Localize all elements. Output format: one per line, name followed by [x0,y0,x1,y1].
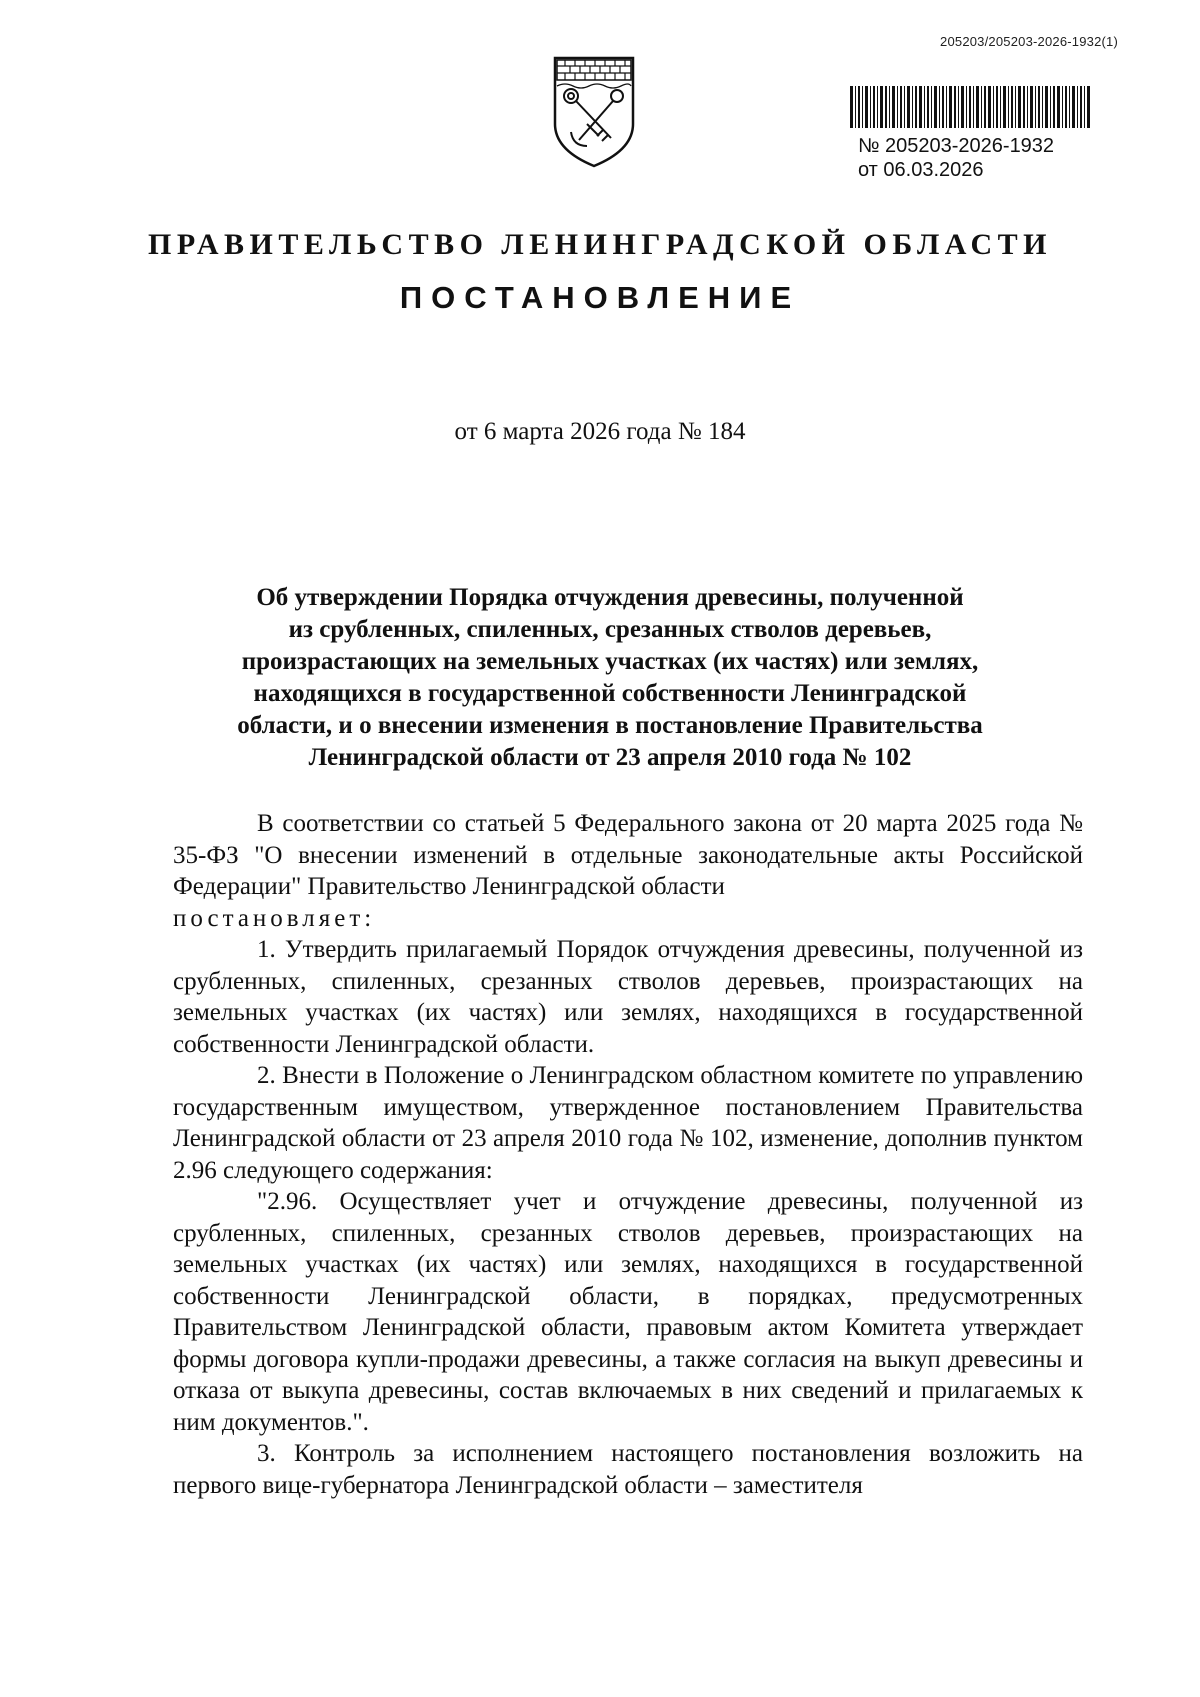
government-title: ПРАВИТЕЛЬСТВО ЛЕНИНГРАДСКОЙ ОБЛАСТИ [148,228,1052,261]
subject-line: произрастающих на земельных участках (их частях) или землях, [241,648,979,675]
barcode-icon [848,84,1094,130]
resolves-word: постановляет: [173,904,376,932]
subject-line: области, и о внесении изменения в постановление Правительства [237,712,983,739]
resolution-body [173,808,1083,1501]
clause-2-quote: "2.96. Осуществляет учет и отчуждение древесины, полученной из срубленных, спиленных, срезанных стволов деревьев, произрастающих на земельных участках (их частях) или землях, находящихся в государственной собственности Ленинградской области, в порядках, предусмотренных Правительством Ленинградской области, правовым актом Комитета утверждает формы договора купли-продажи древесины, а также согласия на выкуп древесины и отказа от выкупа древесины, состав включаемых в них сведений и прилагаемых к ним документов.". [173,1188,1083,1436]
clause-3: 3. Контроль за исполнением настоящего постановления возложить на первого вице-губернатора Ленинградской области – заместителя [173,1440,1083,1499]
resolution-subject [190,582,1030,774]
subject-line: находящихся в государственной собственности Ленинградской [253,680,967,707]
registration-date: от 06.03.2026 [858,159,984,181]
preamble-paragraph: В соответствии со статьей 5 Федерального закона от 20 марта 2025 года № 35-ФЗ "О внесении изменений в отдельные законодательные акты Российской Федерации" Правительство Ленинградской области [173,810,1083,900]
clause-2: 2. Внести в Положение о Ленинградском областном комитете по управлению государственным имуществом, утвержденное постановлением Правительства Ленинградской области от 23 апреля 2010 года № 102, изменение, дополнив пунктом 2.96 следующего содержания: [173,1062,1083,1184]
subject-line: Об утверждении Порядка отчуждения древесины, полученной [256,584,964,611]
subject-line: из срубленных, спиленных, срезанных стволов деревьев, [288,616,932,643]
registration-number: № 205203-2026-1932 [858,135,1055,157]
document-type: ПОСТАНОВЛЕНИЕ [399,280,801,315]
clause-1: 1. Утвердить прилагаемый Порядок отчуждения древесины, полученной из срубленных, спиленных, срезанных стволов деревьев, произрастающих на земельных участках (их частях) или землях, находящихся в государственной собственности Ленинградской области. [173,936,1083,1058]
document-code: 205203/205203-2026-1932(1) [940,34,1118,49]
leningrad-oblast-coat-of-arms-icon [551,54,637,170]
registration-block [858,134,1054,182]
subject-line: Ленинградской области от 23 апреля 2010 года № 102 [308,744,912,771]
resolution-date-number: от 6 марта 2026 года № 184 [454,418,746,445]
